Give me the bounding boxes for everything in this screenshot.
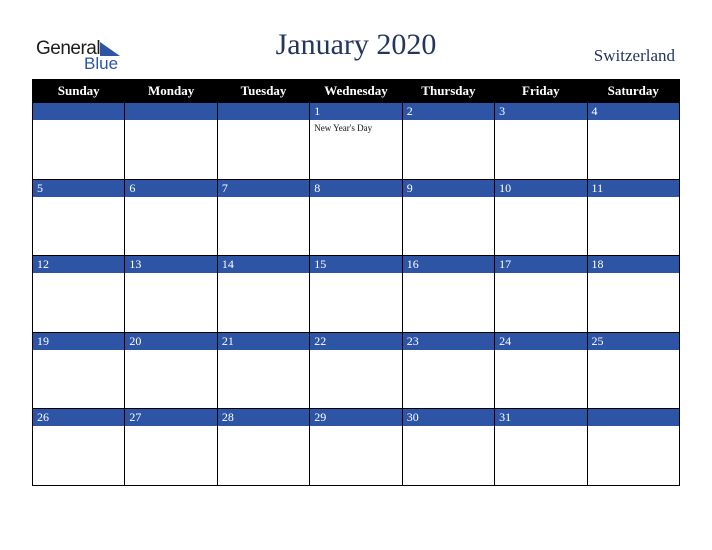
day-number: 17 xyxy=(495,256,586,273)
day-cell xyxy=(125,332,217,409)
day-number xyxy=(125,103,216,120)
day-cell xyxy=(495,332,587,409)
day-cell xyxy=(402,179,494,256)
day-cell xyxy=(33,256,125,333)
day-number: 6 xyxy=(125,180,216,197)
day-cell xyxy=(217,409,309,486)
day-cell xyxy=(217,103,309,180)
day-cell xyxy=(125,103,217,180)
day-cell xyxy=(217,332,309,409)
week-row xyxy=(33,103,680,180)
day-cell xyxy=(587,103,679,180)
week-row xyxy=(33,332,680,409)
day-number: 3 xyxy=(495,103,586,120)
day-number: 22 xyxy=(310,333,401,350)
day-number: 16 xyxy=(403,256,494,273)
day-number: 20 xyxy=(125,333,216,350)
day-number: 14 xyxy=(218,256,309,273)
day-number: 7 xyxy=(218,180,309,197)
weekday-header-row xyxy=(33,80,680,103)
day-number: 27 xyxy=(125,409,216,426)
day-number: 21 xyxy=(218,333,309,350)
day-cell xyxy=(587,409,679,486)
day-number: 13 xyxy=(125,256,216,273)
day-number: 1 xyxy=(310,103,401,120)
holiday-label: New Year's Day xyxy=(314,123,373,133)
weekday-header: Thursday xyxy=(402,80,494,103)
day-cell xyxy=(310,179,402,256)
day-cell xyxy=(402,256,494,333)
weekday-header: Wednesday xyxy=(310,80,402,103)
day-number: 11 xyxy=(588,180,679,197)
day-cell xyxy=(495,409,587,486)
day-cell xyxy=(125,179,217,256)
day-number: 8 xyxy=(310,180,401,197)
week-row xyxy=(33,256,680,333)
day-number: 9 xyxy=(403,180,494,197)
day-cell xyxy=(587,332,679,409)
day-number xyxy=(218,103,309,120)
day-number xyxy=(588,409,679,426)
day-number: 4 xyxy=(588,103,679,120)
day-number: 12 xyxy=(33,256,124,273)
day-number: 10 xyxy=(495,180,586,197)
calendar-title: January 2020 xyxy=(275,28,437,61)
logo-text-general: General xyxy=(36,38,101,59)
day-cell xyxy=(495,256,587,333)
week-row xyxy=(33,179,680,256)
day-cell xyxy=(217,256,309,333)
day-number: 25 xyxy=(588,333,679,350)
day-cell xyxy=(402,103,494,180)
day-cell xyxy=(495,179,587,256)
day-number: 28 xyxy=(218,409,309,426)
day-number: 30 xyxy=(403,409,494,426)
calendar-grid xyxy=(32,79,680,486)
day-cell xyxy=(217,179,309,256)
day-cell xyxy=(310,332,402,409)
weekday-header: Sunday xyxy=(33,80,125,103)
day-cell xyxy=(125,256,217,333)
logo-text-blue: Blue xyxy=(84,54,119,73)
day-cell xyxy=(495,103,587,180)
day-cell xyxy=(33,409,125,486)
week-row xyxy=(33,409,680,486)
day-cell xyxy=(33,103,125,180)
weekday-header: Saturday xyxy=(587,80,679,103)
day-cell xyxy=(310,409,402,486)
day-number: 18 xyxy=(588,256,679,273)
day-cell xyxy=(310,103,402,180)
day-number: 29 xyxy=(310,409,401,426)
day-number: 24 xyxy=(495,333,586,350)
day-cell xyxy=(587,179,679,256)
weekday-header: Tuesday xyxy=(217,80,309,103)
day-cell xyxy=(402,332,494,409)
weekday-header: Friday xyxy=(495,80,587,103)
day-cell xyxy=(125,409,217,486)
day-number: 19 xyxy=(33,333,124,350)
day-number: 5 xyxy=(33,180,124,197)
day-number: 31 xyxy=(495,409,586,426)
day-number: 23 xyxy=(403,333,494,350)
country-label: Switzerland xyxy=(593,46,675,65)
day-cell xyxy=(310,256,402,333)
weekday-header: Monday xyxy=(125,80,217,103)
day-number: 26 xyxy=(33,409,124,426)
day-cell xyxy=(33,179,125,256)
day-number xyxy=(33,103,124,120)
day-number: 15 xyxy=(310,256,401,273)
day-cell xyxy=(402,409,494,486)
day-cell xyxy=(587,256,679,333)
day-cell xyxy=(33,332,125,409)
day-number: 2 xyxy=(403,103,494,120)
